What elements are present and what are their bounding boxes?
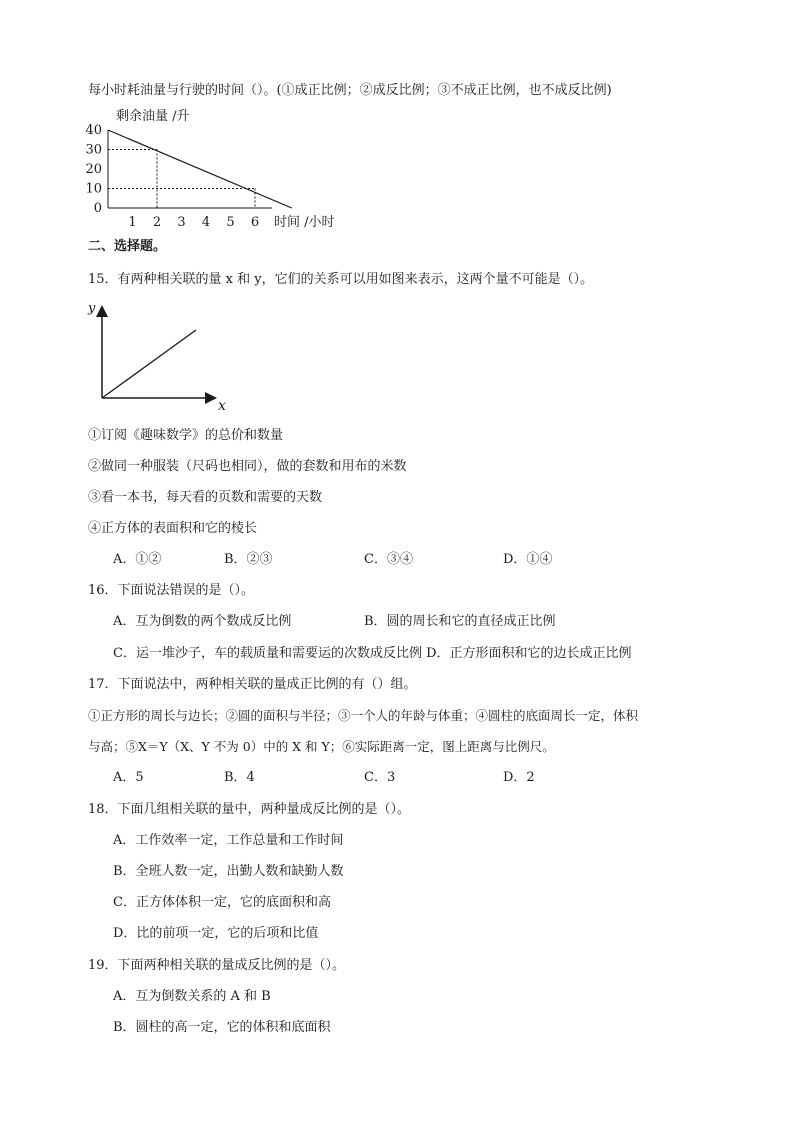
q19-stem: 19．下面两种相关联的量成反比例的是（）。 (88, 958, 346, 973)
q15-graph-y-label: y (88, 301, 96, 316)
q15-option-c[interactable]: C．③④ (364, 552, 413, 567)
q15-item-2: ②做同一种服装（尺码也相同），做的套数和用布的米数 (88, 459, 407, 474)
fuel-chart-line (108, 130, 292, 208)
q17-option-a[interactable]: A．5 (113, 770, 144, 785)
fuel-chart-ytick-label: 40 (85, 123, 102, 138)
q15-option-b[interactable]: B．②③ (224, 552, 273, 567)
q15-graph-x-label: x (218, 398, 226, 414)
q15-item-3: ③看一本书，每天看的页数和需要的天数 (88, 490, 323, 505)
q17-body-line-1: ①正方形的周长与边长；②圆的面积与半径；③一个人的年龄与体重；④圆柱的底面周长一定，体积 (88, 708, 639, 723)
fuel-chart-xtick-label: 1 (128, 215, 137, 230)
q15-option-a[interactable]: A．①② (113, 552, 162, 567)
fuel-chart-xtick-label: 2 (152, 215, 162, 230)
q18-option-a[interactable]: A．工作效率一定，工作总量和工作时间 (113, 833, 344, 848)
q19-option-b[interactable]: B．圆柱的高一定，它的体积和底面积 (113, 1020, 331, 1035)
fuel-chart-xticks (128, 215, 259, 230)
fuel-chart-ylabel: 剩余油量 /升 (116, 109, 190, 124)
q19-option-a[interactable]: A．互为倒数关系的 A 和 B (113, 989, 271, 1004)
q16-option-c-d[interactable]: C．运一堆沙子，车的载质量和需要运的次数成反比例 D．正方形面积和它的边长成正比例 (113, 646, 632, 661)
q17-option-c[interactable]: C．3 (364, 770, 396, 785)
q15-item-1: ①订阅《趣味数学》的总价和数量 (88, 428, 284, 443)
q18-option-c[interactable]: C．正方体体积一定，它的底面积和高 (113, 895, 331, 910)
q16-option-a[interactable]: A．互为倒数的两个数成反比例 (113, 614, 292, 629)
q18-stem: 18．下面几组相关联的量中，两种量成反比例的是（）。 (88, 802, 411, 817)
q16-stem: 16．下面说法错误的是（）。 (88, 583, 255, 598)
q18-option-d[interactable]: D．比的前项一定，它的后项和比值 (113, 926, 319, 941)
intro-question: 每小时耗油量与行驶的时间（）。(①成正比例；②成反比例；③不成正比例，也不成反比例) (88, 83, 612, 98)
fuel-chart-ytick-label: 20 (85, 162, 102, 177)
q15-item-4: ④正方体的表面积和它的棱长 (88, 521, 258, 536)
fuel-chart-xtick-label: 4 (201, 215, 211, 230)
q17-body-line-2: 与高；⑤X＝Y（X、Y 不为 0）中的 X 和 Y；⑥实际距离一定，图上距离与比例尺。 (88, 739, 555, 754)
q16-option-b[interactable]: B．圆的周长和它的直径成正比例 (364, 614, 556, 629)
q15-graph-line (102, 330, 196, 398)
fuel-chart-xtick-label: 6 (250, 215, 260, 230)
fuel-chart-yticks (85, 123, 102, 216)
q15-graph (84, 294, 234, 414)
fuel-chart-ytick-label: 0 (93, 201, 102, 216)
fuel-chart-ytick-label: 10 (85, 181, 102, 197)
q17-option-d[interactable]: D．2 (503, 770, 535, 785)
fuel-chart-xtick-label: 3 (177, 215, 186, 230)
q15-stem: 15．有两种相关联的量 x 和 y，它们的关系可以用如图来表示，这两个量不可能是（）。 (88, 272, 594, 287)
q17-option-b[interactable]: B．4 (224, 770, 255, 785)
section-heading: 二、选择题。 (88, 239, 167, 254)
fuel-chart (84, 104, 354, 232)
fuel-chart-xlabel: 时间 /小时 (274, 215, 335, 230)
q17-stem: 17．下面说法中，两种相关联的量成正比例的有（）组。 (88, 677, 417, 692)
q15-option-d[interactable]: D．①④ (503, 552, 553, 567)
fuel-chart-ytick-label: 30 (85, 142, 102, 158)
fuel-chart-xtick-label: 5 (226, 215, 235, 230)
q18-option-b[interactable]: B．全班人数一定，出勤人数和缺勤人数 (113, 864, 344, 879)
